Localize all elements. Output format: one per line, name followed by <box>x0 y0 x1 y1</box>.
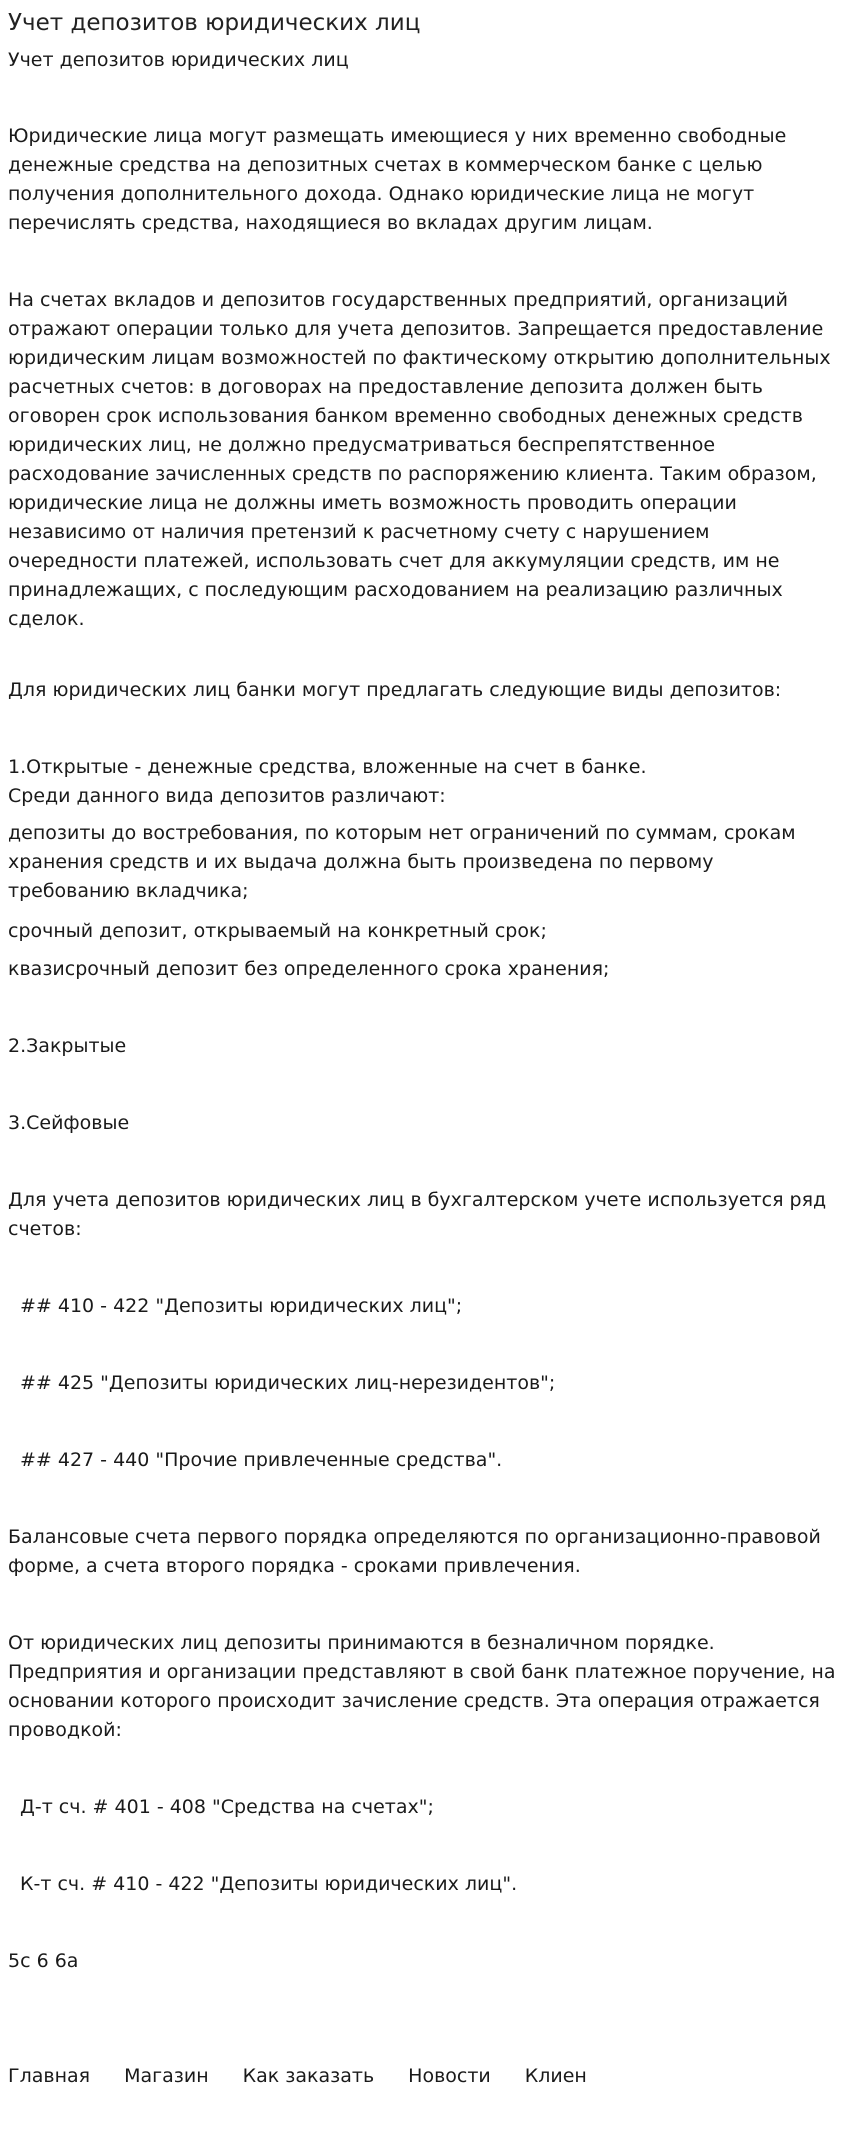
deposit-type-open-note: Среди данного вида депозитов различают: <box>8 785 446 807</box>
nav-link-home[interactable]: Главная <box>8 2065 91 2087</box>
nav-link-how-to-order[interactable]: Как заказать <box>242 2065 375 2087</box>
page-subtitle: Учет депозитов юридических лиц <box>8 49 349 71</box>
nav-link-clients[interactable]: Клиен <box>524 2065 587 2087</box>
deposit-type-closed: 2.Закрытые <box>8 1035 127 1057</box>
paragraph-intro: Юридические лица могут размещать имеющиеся у них временно свободные денежные средства на депозитных счетах в коммерческом банке с целью получения дополнительного дохода. Однако юридические лица не могут перечислять средства, находящиеся во вкладах другим лицам. <box>8 125 787 234</box>
nav-link-shop[interactable]: Магазин <box>124 2065 209 2087</box>
page-title: Учет депозитов юридических лиц <box>8 10 421 36</box>
account-line-3: ## 427 - 440 "Прочие привлеченные средства". <box>20 1449 503 1471</box>
deposit-demand: депозиты до востребования, по которым нет ограничений по суммам, срокам хранения средств и их выдача должна быть произведена по первому требованию вкладчика; <box>8 822 796 902</box>
entry-debit: Д-т сч. # 401 - 408 "Средства на счетах"; <box>20 1796 434 1818</box>
deposit-term: срочный депозит, открываемый на конкретный срок; <box>8 920 547 942</box>
paragraph-accounts-rules: На счетах вкладов и депозитов государственных предприятий, организаций отражают операции только для учета депозитов. Запрещается предоставление юридическим лицам возможностей по фактическому открытию дополнительных расчетных счетов: в договорах на предоставление депозита должен быть оговорен срок использования банком временно свободных денежных средств юридических лиц, не должно предусматриваться беспрепятственное расходование зачисленных средств по распоряжению клиента. Таким образом, юридические лица не должны иметь возможность проводить операции независимо от наличия претензий к расчетному счету с нарушением очередности платежей, использовать счет для аккумуляции средств, им не принадлежащих, с последующим расходованием на реализацию различных сделок. <box>8 289 831 630</box>
paragraph-deposit-types-intro: Для юридических лиц банки могут предлагать следующие виды депозитов: <box>8 679 782 701</box>
account-line-2: ## 425 "Депозиты юридических лиц-нерезидентов"; <box>20 1372 556 1394</box>
deposit-type-safe: 3.Сейфовые <box>8 1112 130 1134</box>
deposit-type-open: 1.Открытые - денежные средства, вложенные на счет в банке. <box>8 756 647 778</box>
paragraph-acceptance: От юридических лиц депозиты принимаются в безналичном порядке. Предприятия и организации представляют в свой банк платежное поручение, на основании которого происходит зачисление средств. Эта операция отражается проводкой: <box>8 1632 836 1741</box>
paragraph-balance-accounts: Балансовые счета первого порядка определяются по организационно-правовой форме, а счета второго порядка - сроками привлечения. <box>8 1526 821 1577</box>
entry-credit: К-т сч. # 410 - 422 "Депозиты юридических лиц". <box>20 1873 518 1895</box>
account-line-1: ## 410 - 422 "Депозиты юридических лиц"; <box>20 1295 463 1317</box>
deposit-quasi-term: квазисрочный депозит без определенного срока хранения; <box>8 958 610 980</box>
paragraph-accounting: Для учета депозитов юридических лиц в бухгалтерском учете используется ряд счетов: <box>8 1189 827 1240</box>
page-marks: 5с 6 6а <box>8 1950 79 1972</box>
footer-nav <box>8 2062 587 2090</box>
nav-link-news[interactable]: Новости <box>408 2065 491 2087</box>
